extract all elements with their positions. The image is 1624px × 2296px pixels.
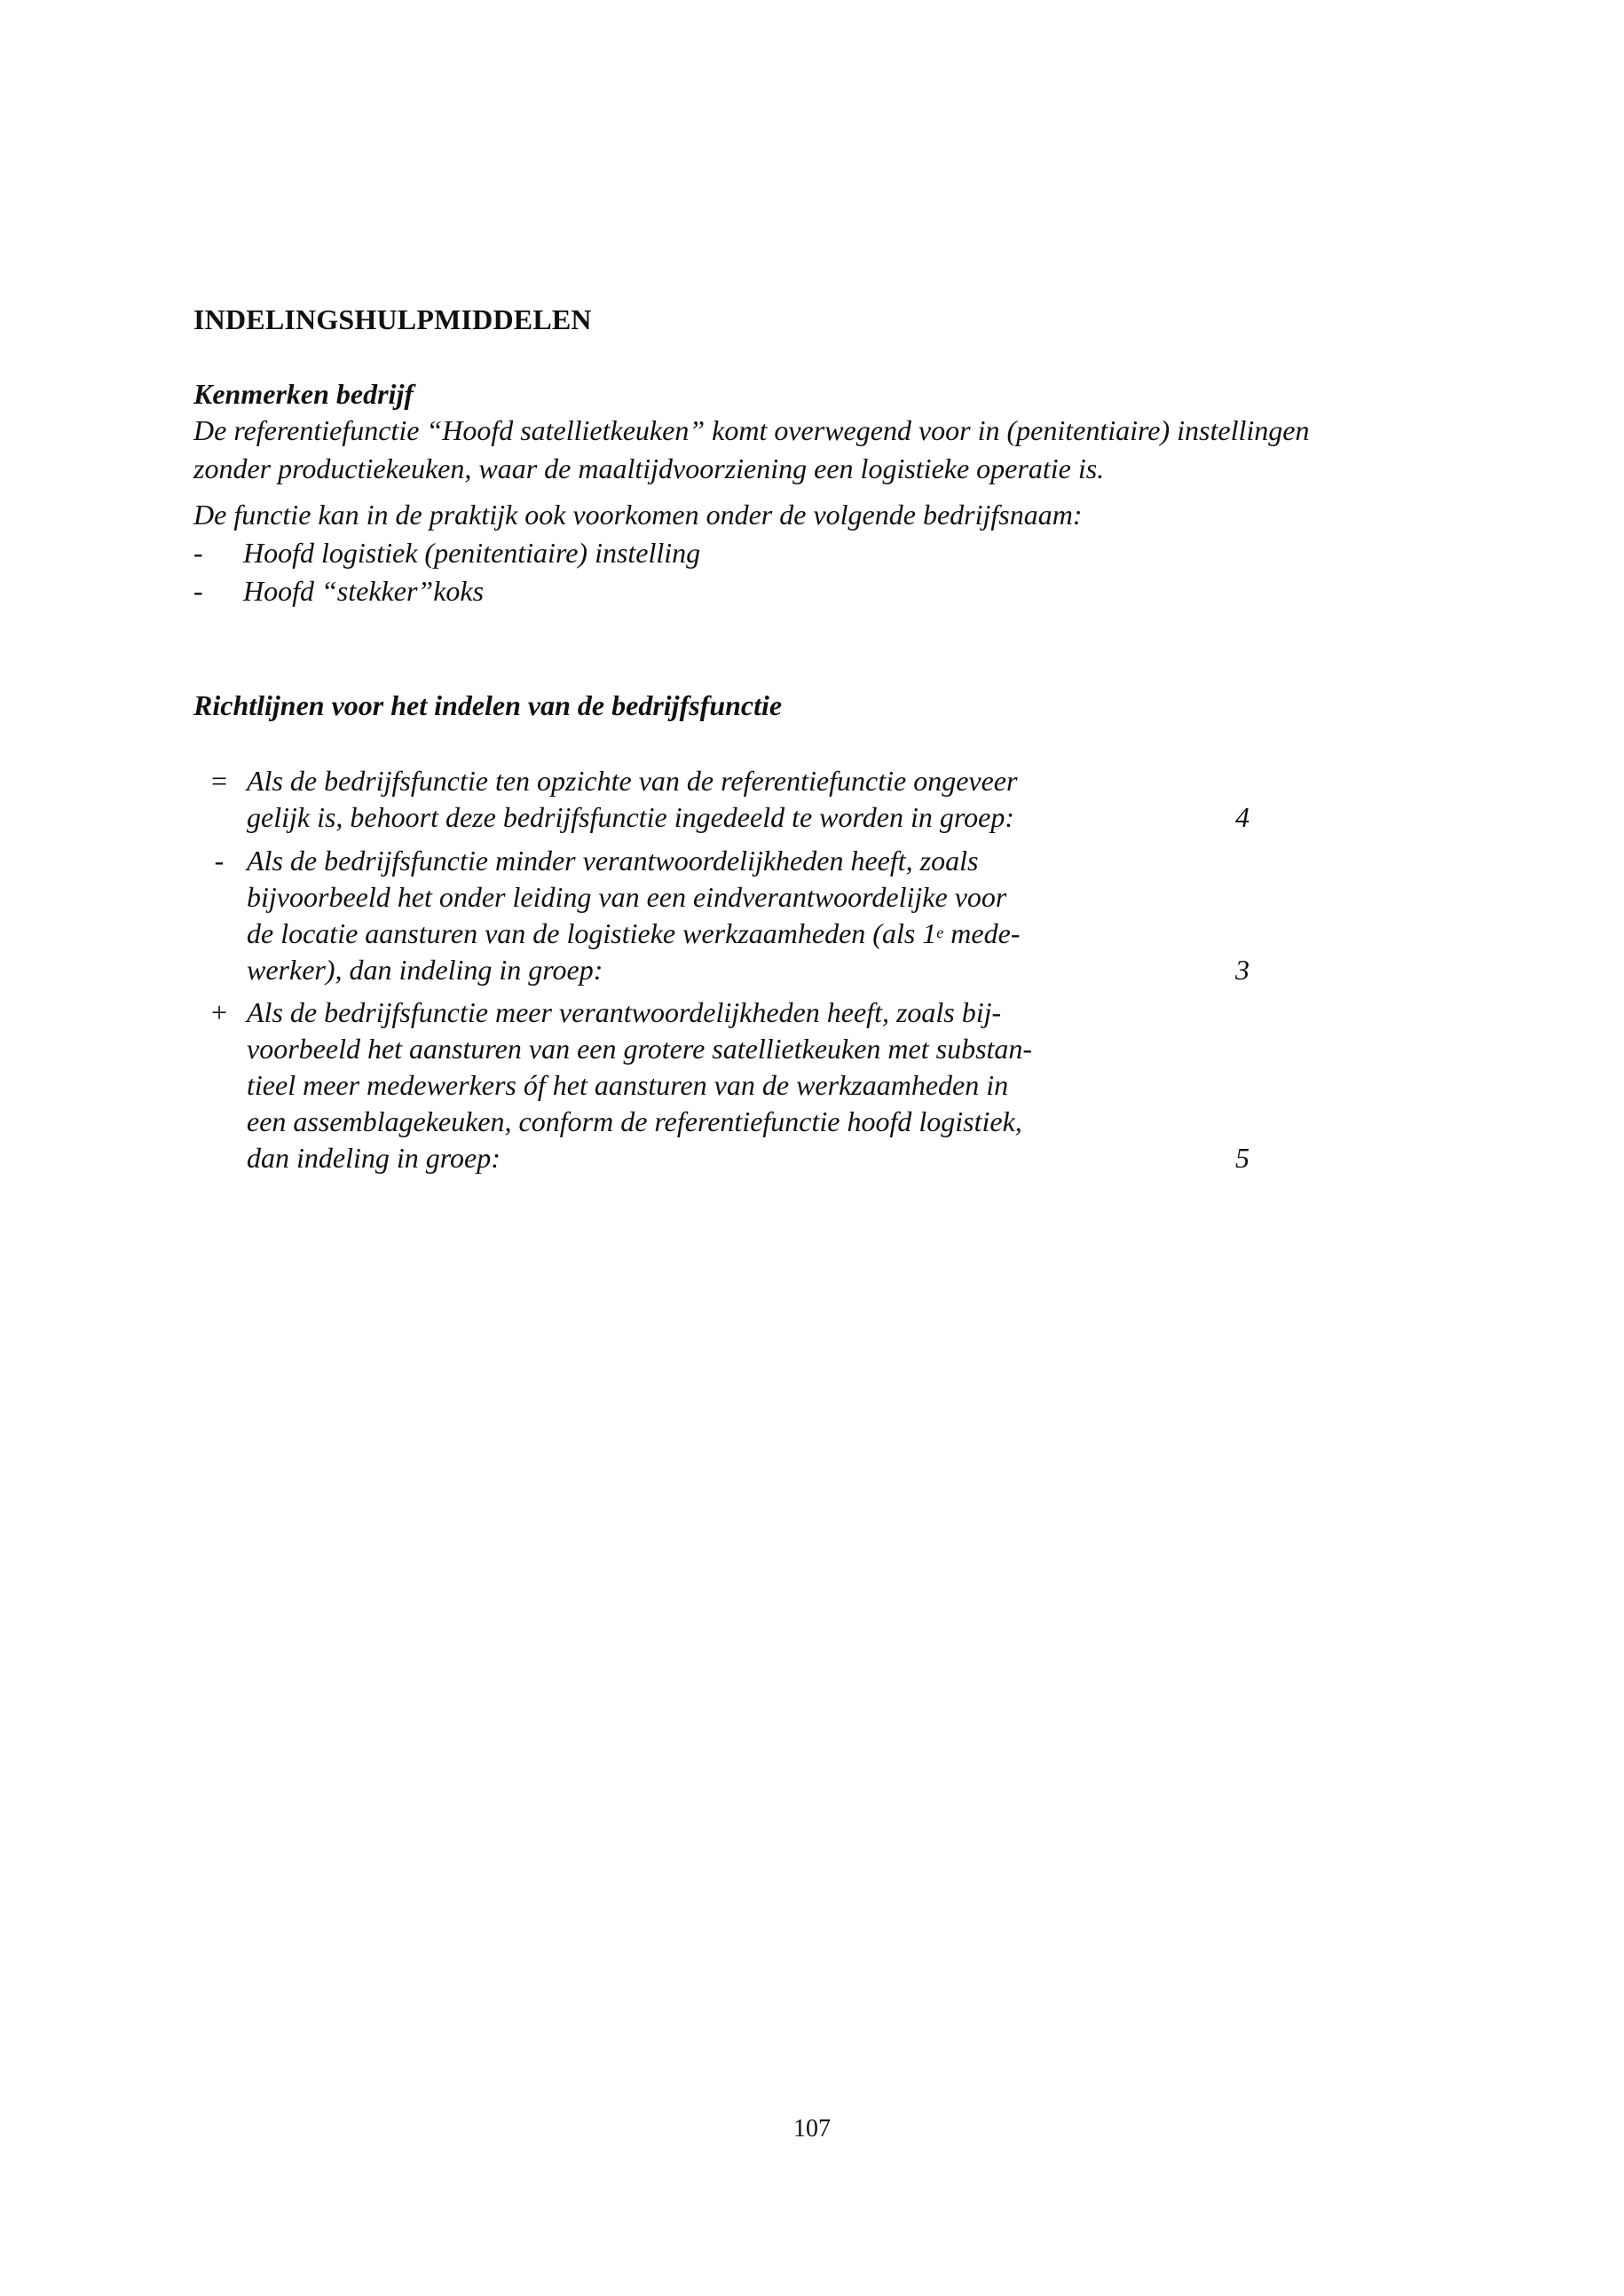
page-title: INDELINGSHULPMIDDELEN (193, 303, 592, 335)
alt-name-text: Hoofd “stekker”koks (243, 575, 485, 607)
rule-line (247, 916, 1020, 952)
kenmerken-paragraph-line-2: zonder productiekeuken, waar de maaltijdvoorziening een logistieke operatie is. (193, 452, 1105, 484)
rule-line: gelijk is, behoort deze bedrijfsfunctie ingedeeld te worden in groep: (247, 801, 1014, 833)
rule-text (247, 763, 1017, 836)
rule-line: Als de bedrijfsfunctie minder verantwoordelijkheden heeft, zoals (247, 845, 979, 877)
rule-line: een assemblagekeuken, conform de referentiefunctie hoofd logistiek, (247, 1105, 1022, 1137)
rule-group-number: 4 (1235, 801, 1250, 833)
rule-line: Als de bedrijfsfunctie ten opzichte van de referentiefunctie ongeveer (247, 765, 1018, 797)
rule-text (247, 995, 1032, 1176)
alt-name-item (193, 572, 484, 610)
rule-line: tieel meer medewerkers óf het aansturen van de werkzaamheden in (247, 1069, 1009, 1101)
rule-symbol: + (210, 996, 228, 1028)
rule-group-number: 3 (1235, 954, 1250, 986)
rule-text (247, 843, 1020, 988)
rule-line-suffix: mede- (943, 917, 1021, 949)
kenmerken-heading: Kenmerken bedrijf (193, 378, 414, 410)
rule-group-number: 5 (1235, 1142, 1250, 1174)
alt-name-text: Hoofd logistiek (penitentiaire) instelling (243, 537, 701, 569)
rule-line: dan indeling in groep: (247, 1142, 501, 1174)
kenmerken-paragraph-line-1: De referentiefunctie “Hoofd satellietkeuken” komt overwegend voor in (penitentiaire) instellingen (193, 414, 1310, 446)
alt-name-item (193, 534, 700, 572)
rule-symbol: - (214, 845, 225, 877)
rule-symbol: = (210, 765, 228, 797)
rule-line: Als de bedrijfsfunctie meer verantwoordelijkheden heeft, zoals bij- (247, 996, 1002, 1028)
list-dash: - (193, 537, 203, 569)
rule-line: voorbeeld het aansturen van een grotere satellietkeuken met substan- (247, 1033, 1033, 1065)
rule-line: bijvoorbeeld het onder leiding van een eindverantwoordelijke voor (247, 881, 1007, 913)
richtlijnen-heading: Richtlijnen voor het indelen van de bedrijfsfunctie (193, 689, 783, 721)
ordinal-superscript: e (936, 924, 944, 941)
rule-line-text: de locatie aansturen van de logistieke werkzaamheden (als 1 (247, 917, 937, 949)
list-dash: - (193, 575, 203, 607)
rule-line: werker), dan indeling in groep: (247, 954, 603, 986)
page-number: 107 (793, 2115, 831, 2143)
alt-names-intro: De functie kan in de praktijk ook voorkomen onder de volgende bedrijfsnaam: (193, 499, 1083, 531)
